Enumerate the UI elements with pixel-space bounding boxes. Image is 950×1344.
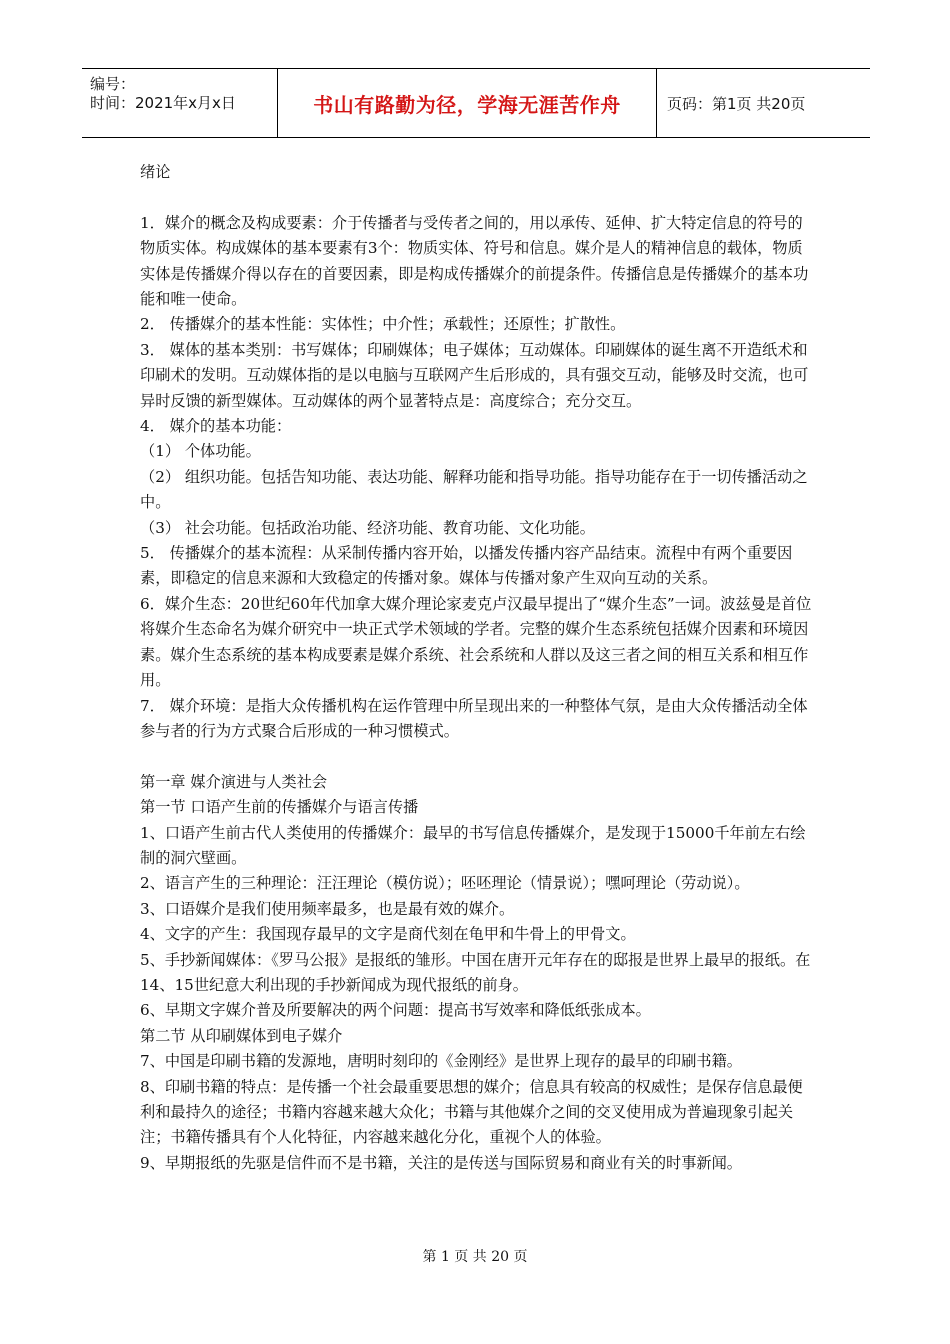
paragraph: （3） 社会功能。包括政治功能、经济功能、教育功能、文化功能。 [140,518,595,537]
list-item: 4、文字的产生：我国现存最早的文字是商代刻在龟甲和牛骨上的甲骨文。 [140,925,636,944]
list-item: 3、口语媒介是我们使用频率最多，也是最有效的媒介。 [140,899,515,918]
section-title: 第一节 口语产生前的传播媒介与语言传播 [140,798,419,817]
list-item: 2、语言产生的三种理论：汪汪理论（模仿说）；呸呸理论（情景说）；嘿呵理论（劳动说）。 [140,874,750,893]
page-footer: 第 1 页 共 20 页 [422,1249,528,1265]
date-label: 时间：2021年x月x日 [90,94,236,112]
intro-title: 绪论 [140,163,171,181]
number-label: 编号： [90,75,136,93]
header-meta [82,69,278,137]
paragraph: （1） 个体功能。 [140,442,261,461]
document-body [140,160,812,1176]
list-item: 1、口语产生前古代人类使用的传播媒介：最早的书写信息传播媒介，是发现于15000千年前左右绘制的洞穴壁画。 [140,823,806,867]
paragraph: 3． 媒体的基本类别：书写媒体；印刷媒体；电子媒体；互动媒体。印刷媒体的诞生离不开造纸术和印刷术的发明。互动媒体指的是以电脑与互联网产生后形成的，具有强交互动，能够及时交流，也可异时反馈的新型媒体。互动媒体的两个显著特点是：高度综合；充分交互。 [140,340,809,410]
paragraph: 4． 媒介的基本功能： [140,417,292,436]
paragraph: 1．媒介的概念及构成要素：介于传播者与受传者之间的，用以承传、延伸、扩大特定信息的符号的物质实体。构成媒体的基本要素有3个：物质实体、符号和信息。媒介是人的精神信息的载体，物质实体是传播媒介得以存在的首要因素，即是构成传播媒介的前提条件。传播信息是传播媒介的基本功能和唯一使命。 [140,213,809,309]
paragraph: 2． 传播媒介的基本性能：实体性；中介性；承载性；还原性；扩散性。 [140,315,626,334]
section-title: 第二节 从印刷媒体到电子媒介 [140,1026,343,1045]
paragraph: 5． 传播媒介的基本流程：从采制传播内容开始，以播发传播内容产品结束。流程中有两个重要因素，即稳定的信息来源和大致稳定的传播对象。媒体与传播对象产生双向互动的关系。 [140,544,793,588]
list-item: 9、早期报纸的先驱是信件而不是书籍，关注的是传送与国际贸易和商业有关的时事新闻。 [140,1153,742,1172]
header-motto [278,69,657,137]
chapter-title: 第一章 媒介演进与人类社会 [140,772,328,791]
list-item: 6、早期文字媒介普及所要解决的两个问题：提高书写效率和降低纸张成本。 [140,1001,651,1020]
header-page-info: 页码：第1页 共20页 [667,94,806,113]
list-item: 7、中国是印刷书籍的发源地，唐明时刻印的《金刚经》是世界上现存的最早的印刷书籍。 [140,1052,742,1071]
paragraph: 6．媒介生态：20世纪60年代加拿大媒介理论家麦克卢汉最早提出了“媒介生态”一词。波兹曼是首位将媒介生态命名为媒介研究中一块正式学术领域的学者。完整的媒介生态系统包括媒介因素和环境因素。媒介生态系统的基本构成要素是媒介系统、社会系统和人群以及这三者之间的相互关系和相互作用。 [140,594,812,690]
paragraph: （2） 组织功能。包括告知功能、表达功能、解释功能和指导功能。指导功能存在于一切传播活动之中。 [140,467,808,512]
paragraph: 7． 媒介环境：是指大众传播机构在运作管理中所呈现出来的一种整体气氛，是由大众传播活动全体参与者的行为方式聚合后形成的一种习惯模式。 [140,696,808,740]
list-item: 5、手抄新闻媒体：《罗马公报》是报纸的雏形。中国在唐开元年存在的邸报是世界上最早的报纸。在14、15世纪意大利出现的手抄新闻成为现代报纸的前身。 [140,950,811,994]
page-header [82,68,870,138]
motto-text: 书山有路勤为径，学海无涯苦作舟 [313,92,621,117]
list-item: 8、印刷书籍的特点：是传播一个社会最重要思想的媒介；信息具有较高的权威性；是保存信息最便利和最持久的途径；书籍内容越来越大众化；书籍与其他媒介之间的交叉使用成为普遍现象引起关注；书籍传播具有个人化特征，内容越来越化分化，重视个人的体验。 [140,1077,803,1147]
